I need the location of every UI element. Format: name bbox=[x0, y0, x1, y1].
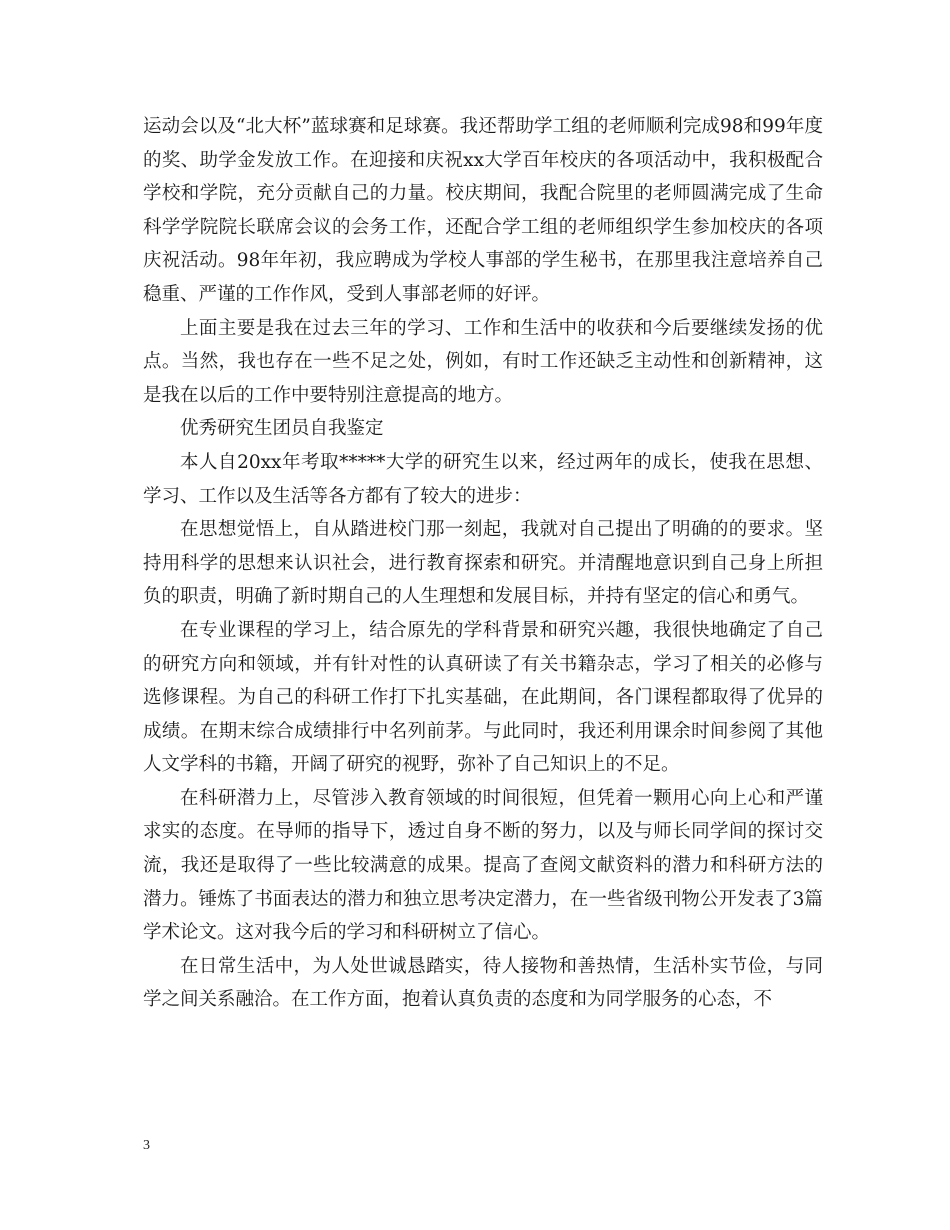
paragraph-summary: 上面主要是我在过去三年的学习、工作和生活中的收获和今后要继续发扬的优点。当然，我也存在一些不足之处，例如，有时工作还缺乏主动性和创新精神，这是我在以后的工作中要特别注意提高的地方。 bbox=[143, 317, 823, 406]
paragraph-daily-life: 在日常生活中，为人处世诚恳踏实，待人接物和善热情，生活朴实节俭，与同学之间关系融洽。在工作方面，抱着认真负责的态度和为同学服务的心态，不 bbox=[143, 955, 823, 1011]
paragraph-research: 在科研潜力上，尽管涉入教育领域的时间很短，但凭着一颗用心向上心和严谨求实的态度。在导师的指导下，透过自身不断的努力，以及与师长同学间的探讨交流，我还是取得了一些比较满意的成果。提高了查阅文献资料的潜力和科研方法的潜力。锤炼了书面表达的潜力和独立思考决定潜力，在一些省级刊物公开发表了3篇学术论文。这对我今后的学习和科研树立了信心。 bbox=[143, 787, 823, 944]
page-number: 3 bbox=[143, 1138, 150, 1153]
document-body bbox=[143, 110, 823, 1017]
paragraph-ideology: 在思想觉悟上，自从踏进校门那一刻起，我就对自己提出了明确的的要求。坚持用科学的思想来认识社会，进行教育探索和研究。并清醒地意识到自己身上所担负的职责，明确了新时期自己的人生理想和发展目标，并持有坚定的信心和勇气。 bbox=[143, 519, 823, 608]
paragraph-coursework: 在专业课程的学习上，结合原先的学科背景和研究兴趣，我很快地确定了自己的研究方向和领域，并有针对性的认真研读了有关书籍杂志，学习了相关的必修与选修课程。为自己的科研工作打下扎实基础，在此期间，各门课程都取得了优异的成绩。在期末综合成绩排行中名列前茅。与此同时，我还利用课余时间参阅了其他人文学科的书籍，开阔了研究的视野，弥补了自己知识上的不足。 bbox=[143, 619, 823, 776]
section-title: 优秀研究生团员自我鉴定 bbox=[180, 418, 384, 440]
paragraph-continuation: 运动会以及“北大杯”蓝球赛和足球赛。我还帮助学工组的老师顺利完成98和99年度的奖、助学金发放工作。在迎接和庆祝xx大学百年校庆的各项活动中，我积极配合学校和学院，充分贡献自己的力量。校庆期间，我配合院里的老师圆满完成了生命科学学院院长联席会议的会务工作，还配合学工组的老师组织学生参加校庆的各项庆祝活动。98年年初，我应聘成为学校人事部的学生秘书，在那里我注意培养自己稳重、严谨的工作作风，受到人事部老师的好评。 bbox=[143, 116, 823, 305]
paragraph-intro: 本人自20xx年考取*****大学的研究生以来，经过两年的成长，使我在思想、学习、工作以及生活等各方都有了较大的进步： bbox=[143, 451, 823, 507]
